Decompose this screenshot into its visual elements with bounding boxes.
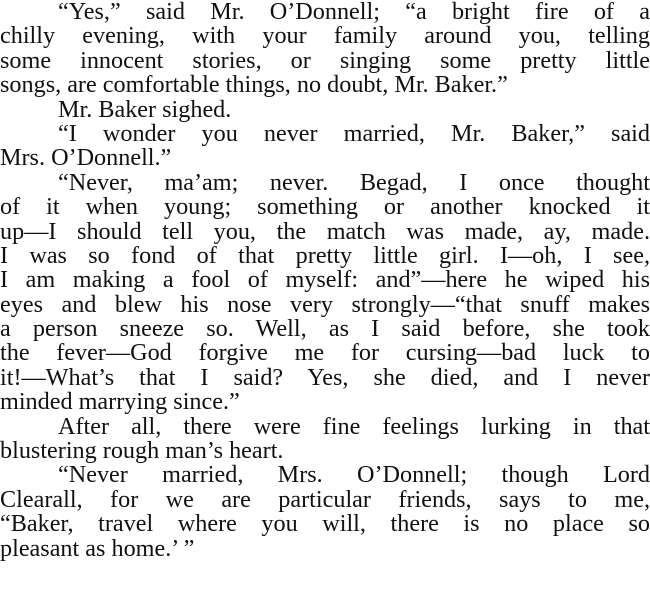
paragraph <box>0 463 650 561</box>
text-line: of it when young; something or another knocked it <box>0 193 650 221</box>
text-line: some innocent stories, or singing some pretty little <box>0 46 650 74</box>
text-line: “Never, ma’am; never. Begad, I once thought <box>58 168 650 196</box>
paragraph <box>0 95 650 123</box>
paragraph <box>0 412 650 465</box>
text-line: songs, are comfortable things, no doubt, Mr. Baker.” <box>0 71 508 99</box>
text-line: it!—What’s that I said? Yes, she died, and I never <box>0 363 650 391</box>
text-line: “Never married, Mrs. O’Donnell; though Lord <box>58 461 650 489</box>
text-line: I was so fond of that pretty little girl. I—oh, I see, <box>0 241 650 269</box>
paragraph <box>0 119 650 172</box>
text-line: “I wonder you never married, Mr. Baker,” said <box>58 119 650 147</box>
text-line: the fever—God forgive me for cursing—bad luck to <box>0 339 650 367</box>
text-line: “Baker, travel where you will, there is no place so <box>0 510 650 538</box>
text-line: After all, there were fine feelings lurking in that <box>58 412 650 440</box>
text-line: eyes and blew his nose very strongly—“that snuff makes <box>0 290 650 318</box>
paragraph <box>0 0 650 98</box>
text-line: blustering rough man’s heart. <box>0 437 284 465</box>
text-line: chilly evening, with your family around you, telling <box>0 22 650 50</box>
text-line: Clearall, for we are particular friends, says to me, <box>0 485 650 513</box>
text-line: “Yes,” said Mr. O’Donnell; “a bright fire of a <box>58 0 650 25</box>
text-line: minded marrying since.” <box>0 388 240 416</box>
text-line: up—I should tell you, the match was made, ay, made. <box>0 217 650 245</box>
text-line: I am making a fool of myself: and”—here he wiped his <box>0 266 650 294</box>
paragraph <box>0 168 650 416</box>
text-line: a person sneeze so. Well, as I said before, she took <box>0 315 650 343</box>
text-line: pleasant as home.’ ” <box>0 534 195 562</box>
text-line: Mrs. O’Donnell.” <box>0 144 172 172</box>
text-line: Mr. Baker sighed. <box>58 95 232 123</box>
